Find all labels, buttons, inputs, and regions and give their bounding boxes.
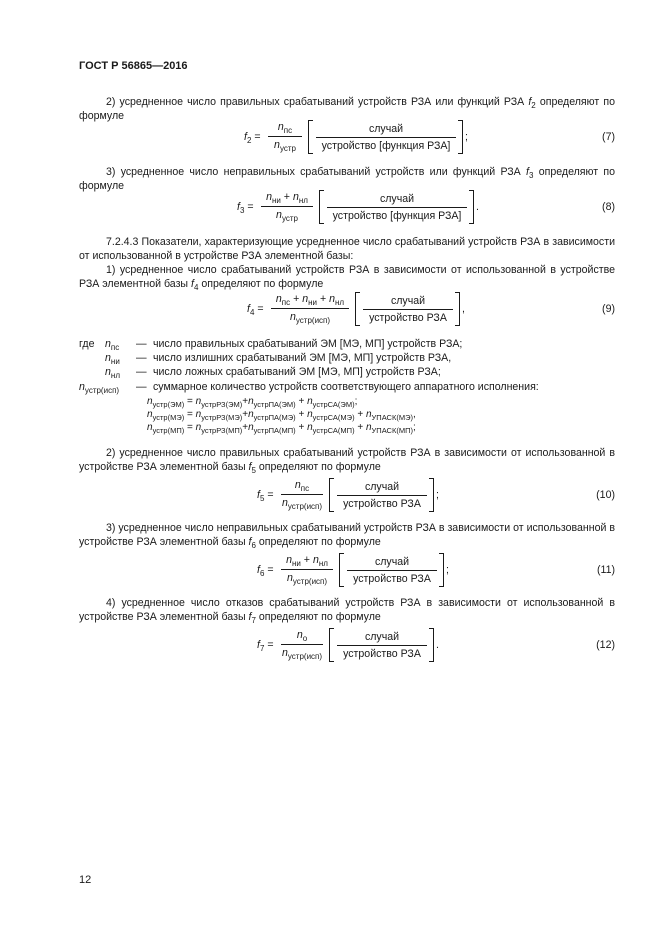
formula-lhs: $f_4$ = bbox=[247, 303, 264, 317]
definition-dash: — bbox=[136, 352, 147, 364]
formula-denominator: $n_{устр(исп)}$ bbox=[281, 647, 323, 661]
formula-unit-bar bbox=[337, 495, 427, 496]
formula-unit-bar bbox=[337, 645, 427, 646]
formula-end-punct: ; bbox=[465, 131, 468, 143]
formula-number: (7) bbox=[602, 131, 615, 143]
formula-fraction-bar bbox=[271, 308, 349, 309]
formula-right-bracket bbox=[429, 628, 434, 662]
formula-denominator: $n_{устр(исп)}$ bbox=[289, 311, 331, 325]
where-word: где bbox=[79, 338, 95, 350]
formula-unit-bar bbox=[363, 309, 453, 310]
formula-unit-denominator: устройство [функция РЗА] bbox=[321, 140, 451, 152]
formula-fraction-bar bbox=[281, 644, 323, 645]
symbol-definitions bbox=[0, 338, 661, 438]
formula-denominator: $n_{устр}$ bbox=[274, 139, 296, 153]
formula-unit-bar bbox=[347, 570, 437, 571]
definition-text: суммарное количество устройств соответствующего аппаратного исполнения: bbox=[153, 381, 539, 393]
formula-left-bracket bbox=[339, 553, 344, 587]
formula-right-bracket bbox=[455, 292, 460, 326]
formula-number: (9) bbox=[602, 303, 615, 315]
definition-symbol: $n_{пс}$ bbox=[105, 338, 120, 352]
formula-end-punct: . bbox=[436, 639, 439, 651]
formula-10 bbox=[0, 478, 661, 514]
definition-symbol: $n_{ни}$ bbox=[105, 352, 120, 366]
formula-unit-numerator: случай bbox=[379, 193, 415, 205]
document-header: ГОСТ Р 56865—2016 bbox=[79, 60, 188, 72]
formula-number: (10) bbox=[596, 489, 615, 501]
formula-denominator: $n_{устр(исп)}$ bbox=[286, 572, 328, 586]
formula-unit-bar bbox=[327, 207, 467, 208]
formula-numerator: $n_{пс}$ bbox=[294, 479, 310, 493]
formula-numerator: $n_{пс} + n_{ни} + n_{нл}$ bbox=[275, 293, 345, 307]
formula-left-bracket bbox=[329, 628, 334, 662]
formula-lhs: $f_2$ = bbox=[244, 131, 261, 145]
definition-text: число излишних срабатываний ЭМ [МЭ, МП] устройств РЗА, bbox=[153, 352, 452, 364]
formula-fraction-bar bbox=[268, 136, 302, 137]
formula-9 bbox=[0, 292, 661, 328]
formula-unit-denominator: устройство РЗА bbox=[343, 498, 421, 510]
formula-right-bracket bbox=[439, 553, 444, 587]
definition-dash: — bbox=[136, 338, 147, 350]
formula-7 bbox=[0, 120, 661, 156]
formula-end-punct: ; bbox=[446, 564, 449, 576]
formula-right-bracket bbox=[429, 478, 434, 512]
paragraph-f6: 3) усредненное число неправильных срабатываний устройств РЗА в зависимости от использованной в устройстве РЗА элементной базы $f_6$ определяют по формуле bbox=[79, 522, 616, 550]
formula-left-bracket bbox=[308, 120, 313, 154]
formula-fraction-bar bbox=[261, 206, 313, 207]
formula-unit-denominator: устройство РЗА bbox=[369, 312, 447, 324]
definition-text: число правильных срабатываний ЭМ [МЭ, МП] устройств РЗА; bbox=[153, 338, 463, 350]
formula-left-bracket bbox=[355, 292, 360, 326]
formula-unit-denominator: устройство РЗА bbox=[353, 573, 431, 585]
page-number: 12 bbox=[79, 874, 92, 886]
formula-unit-numerator: случай bbox=[364, 631, 400, 643]
formula-number: (11) bbox=[596, 564, 615, 576]
formula-11 bbox=[0, 553, 661, 589]
formula-lhs: $f_6$ = bbox=[257, 564, 274, 578]
formula-end-punct: ; bbox=[436, 489, 439, 501]
formula-lhs: $f_3$ = bbox=[237, 201, 254, 215]
definition-text: число ложных срабатываний ЭМ [МЭ, МП] устройств РЗА; bbox=[153, 366, 441, 378]
formula-number: (8) bbox=[602, 201, 615, 213]
formula-fraction-bar bbox=[281, 494, 323, 495]
formula-denominator: $n_{устр}$ bbox=[276, 209, 298, 223]
formula-12 bbox=[0, 628, 661, 664]
formula-unit-bar bbox=[316, 137, 456, 138]
formula-unit-denominator: устройство [функция РЗА] bbox=[332, 210, 462, 222]
formula-numerator: $n_о$ bbox=[296, 629, 308, 643]
paragraph-f3: 3) усредненное число неправильных срабатываний устройств или функций РЗА $f_3$ определяют по формуле bbox=[79, 166, 615, 192]
formula-left-bracket bbox=[319, 190, 324, 224]
definition-symbol: $n_{нл}$ bbox=[105, 366, 120, 380]
paragraph-7-2-4-3: 7.2.4.3 Показатели, характеризующие усредненное число срабатываний устройств РЗА в зависимости от использованной в устройстве РЗА элементной базы: bbox=[79, 236, 615, 262]
formula-end-punct: , bbox=[462, 303, 465, 315]
formula-numerator: $n_{пс}$ bbox=[277, 121, 293, 135]
formula-lhs: $f_7$ = bbox=[257, 639, 274, 653]
formula-end-punct: . bbox=[476, 201, 479, 213]
formula-right-bracket bbox=[458, 120, 463, 154]
paragraph-f2: 2) усредненное число правильных срабатываний устройств РЗА или функций РЗА $f_2$ определяют по формуле bbox=[79, 96, 615, 122]
sum-formula-line: $n_{устр(ЭМ)} = n_{устрРЗ(ЭМ)}+n_{устрПА(ЭМ)} + n_{устрСА(ЭМ)}$; bbox=[147, 396, 358, 409]
paragraph-f7: 4) усредненное число отказов срабатываний устройств РЗА в зависимости от использованной в устройстве РЗА элементной базы $f_7$ определяют по формуле bbox=[79, 597, 615, 625]
formula-numerator: $n_{ни} + n_{нл}$ bbox=[266, 191, 308, 205]
formula-numerator: $n_{ни} + n_{нл}$ bbox=[286, 554, 328, 568]
formula-unit-denominator: устройство РЗА bbox=[343, 648, 421, 660]
formula-left-bracket bbox=[329, 478, 334, 512]
formula-unit-numerator: случай bbox=[374, 556, 410, 568]
paragraph-f5: 2) усредненное число правильных срабатываний устройств РЗА в зависимости от использованной в устройстве РЗА элементной базы $f_5$ определяют по формуле bbox=[79, 447, 615, 475]
sum-formula-line: $n_{устр(МЭ)} = n_{устрРЗ(МЭ)}+n_{устрПА(МЭ)} + n_{устрСА(МЭ)} + n_{УПАСК(МЭ)}$, bbox=[147, 409, 416, 422]
formula-unit-numerator: случай bbox=[390, 295, 426, 307]
formula-lhs: $f_5$ = bbox=[257, 489, 274, 503]
formula-denominator: $n_{устр(исп)}$ bbox=[281, 497, 323, 511]
formula-fraction-bar bbox=[281, 569, 333, 570]
definition-dash: — bbox=[136, 381, 147, 393]
definition-symbol: $n_{устр(исп)}$ bbox=[79, 381, 120, 395]
formula-unit-numerator: случай bbox=[368, 123, 404, 135]
paragraph-f4: 1) усредненное число срабатываний устройств РЗА в зависимости от использованной в устройстве РЗА элементной базы $f_4$ определяют по формуле bbox=[79, 264, 615, 292]
formula-8 bbox=[0, 190, 661, 226]
formula-right-bracket bbox=[469, 190, 474, 224]
formula-number: (12) bbox=[596, 639, 615, 651]
definition-dash: — bbox=[136, 366, 147, 378]
formula-unit-numerator: случай bbox=[364, 481, 400, 493]
sum-formula-line: $n_{устр(МП)} = n_{устрРЗ(МП)}+n_{устрПА(МП)} + n_{устрСА(МП)} + n_{УПАСК(МП)}$; bbox=[147, 422, 416, 435]
